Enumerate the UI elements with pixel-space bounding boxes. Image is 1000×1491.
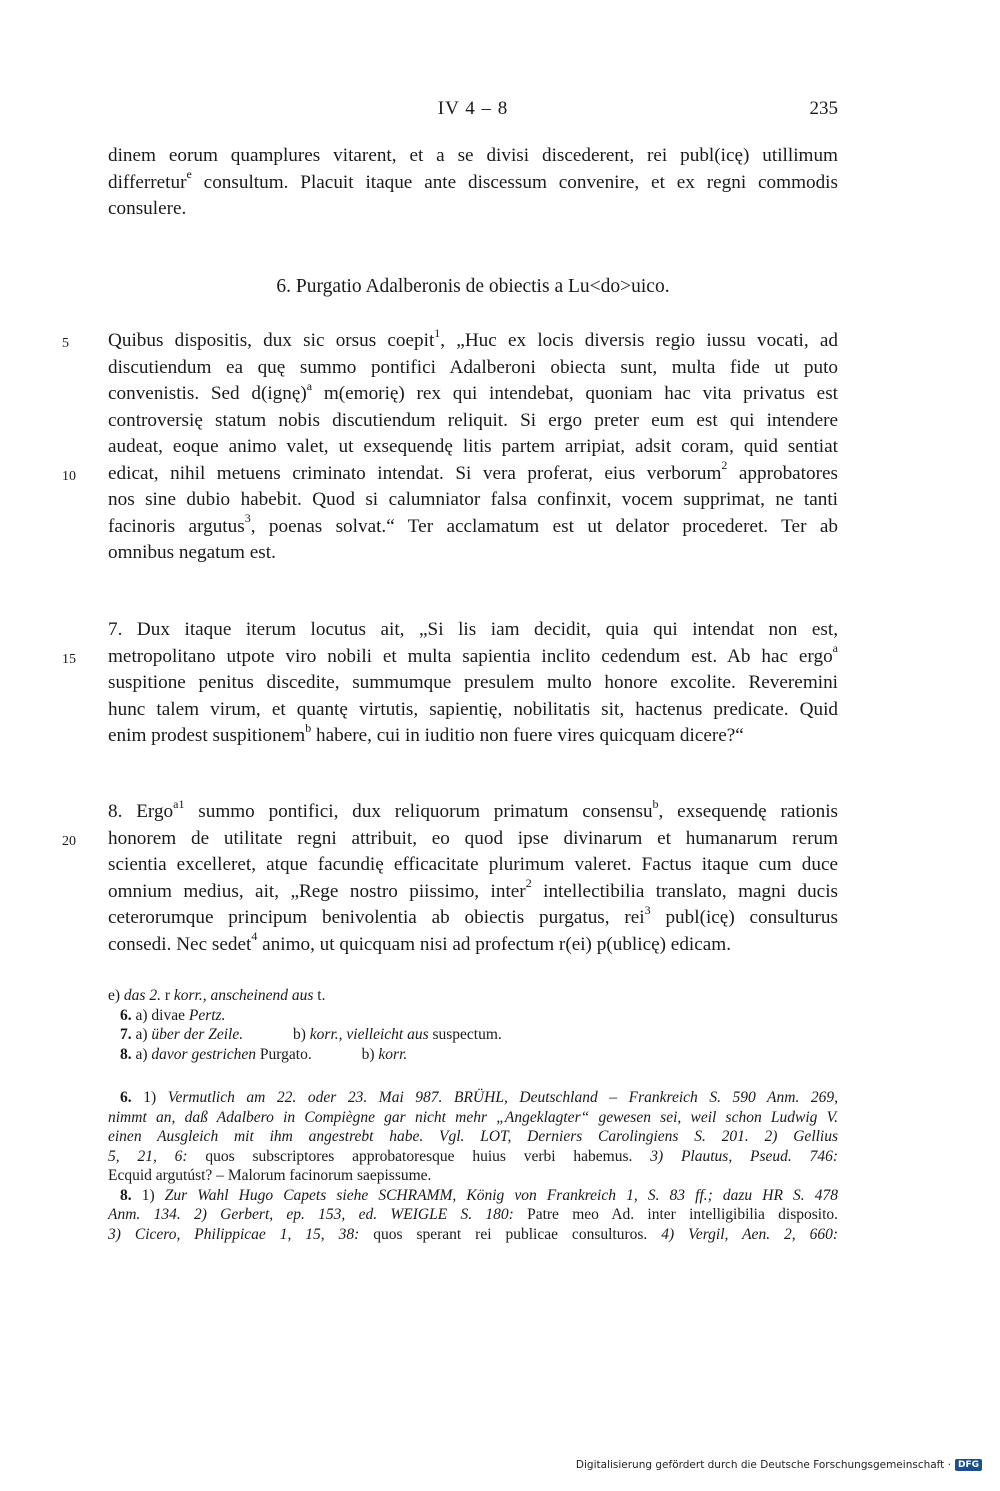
footnote-marker: 2	[721, 458, 728, 473]
footnote-marker: 1	[434, 325, 441, 340]
source-note-8-line-2	[108, 1205, 838, 1225]
note-text: einen Ausgleich mit ihm angestrebt habe. Vgl. LOT, Derniers Carolingiens S. 201.	[108, 1128, 749, 1145]
footnote-marker: 4	[251, 929, 258, 944]
note-text: korr.	[378, 1045, 408, 1063]
running-header	[108, 98, 838, 126]
line-number: 10	[62, 468, 76, 484]
source-note-6-line-1	[108, 1088, 838, 1108]
footnote-marker: a1	[173, 796, 185, 811]
text-line: consedi. Nec sedet$^4$ animo, ut quicquam nisi ad profectum r(ei) p(ublicę) edicam.	[108, 929, 731, 955]
note-label: e)	[108, 987, 121, 1004]
note-text: quos sperant rei publicae consulturos.	[373, 1225, 648, 1243]
note-7	[108, 1025, 838, 1045]
textual-apparatus	[108, 986, 838, 1064]
note-number: 8.	[120, 1045, 132, 1063]
footnote-marker: 3	[644, 902, 651, 917]
note-text: a) divae	[135, 1006, 185, 1024]
note-text: r	[164, 987, 171, 1004]
text-line: 5 Quibus dispositis, dux sic orsus coepit$^1$, „Huc ex locis diversis regio iussu vocati, ad	[108, 328, 838, 355]
note-text: nimmt an, daß Adalbero in Compiègne gar nicht mehr „Angeklagter“ gewesen sei, weil schon Ludwig V.	[108, 1108, 838, 1126]
text-line: enim prodest suspitionem$^b$ habere, cui in iuditio non fuere vires quicquam dicere?“	[108, 720, 744, 746]
note-text: 2) Gerbert, ep. 153, ed. WEIGLE S. 180:	[193, 1206, 514, 1223]
note-number: 8.	[120, 1186, 132, 1204]
note-text: korr., anscheinend aus	[173, 987, 314, 1004]
note-text: 4) Vergil, Aen. 2, 660:	[661, 1225, 839, 1243]
dfg-logo: DFG	[955, 1459, 982, 1471]
text-line: nos sine dubio habebit. Quod si calumniator falsa confinxit, vocem supprimat, ne tanti	[108, 489, 838, 510]
note-text: a)	[135, 1026, 148, 1043]
line-number: 15	[62, 651, 76, 667]
line-number: 20	[62, 833, 76, 849]
text-line: dinem eorum quamplures vitarent, et a se divisi discederent, rei publ(icę) utillimum	[108, 145, 838, 166]
source-note-8-line-3	[108, 1225, 838, 1245]
footnote-marker: a	[832, 641, 838, 656]
text-line: consulere.	[108, 198, 187, 219]
note-8	[108, 1045, 838, 1065]
source-note-6-line-5	[108, 1166, 838, 1186]
note-text: 1)	[141, 1186, 155, 1204]
note-number: 7.	[120, 1026, 132, 1043]
text-line: differretur$^e$ consultum. Placuit itaque ante discessum convenire, et ex regni commodis	[108, 167, 838, 193]
note-text: 3) Plautus, Pseud. 746:	[650, 1147, 839, 1165]
note-text: quos subscriptores approbatoresque huius verbi habemus.	[205, 1147, 633, 1165]
note-text: Ecquid argutúst? – Malorum facinorum saepissume.	[108, 1167, 432, 1184]
source-note-8-line-1	[108, 1186, 838, 1206]
note-text: b)	[361, 1045, 375, 1063]
source-note-6-line-4	[108, 1147, 838, 1167]
footnote-marker: b	[305, 720, 312, 735]
source-note-6-line-3	[108, 1127, 838, 1147]
note-text: suspectum.	[432, 1026, 502, 1043]
note-text: Purgato.	[259, 1045, 312, 1063]
note-text: 5, 21, 6:	[108, 1147, 188, 1165]
text-line: discutiendum ea quę summo pontifici Adalberoni obiecta sunt, multa fide ut puto	[108, 356, 838, 378]
note-number: 6.	[120, 1006, 132, 1024]
source-note-6-line-2	[108, 1108, 838, 1128]
note-text: davor gestrichen	[151, 1045, 257, 1063]
text-line: omnium medius, ait, „Rege nostro piissimo, inter$^2$ intellectibilia translato, magni ducis	[108, 876, 838, 902]
funding-notice: Digitalisierung gefördert durch die Deutsche Forschungsgemeinschaft ·	[575, 1459, 951, 1471]
text-line: suspitione penitus discedite, summumque presulem multo honore excolite. Reveremini	[108, 672, 838, 693]
note-text: Anm. 134.	[108, 1206, 181, 1223]
note-text: über der Zeile.	[151, 1026, 244, 1043]
text-line: hunc talem virum, et quantę virtutis, sapientię, nobilitatis sit, hactenus predicate. Quid	[108, 698, 838, 720]
text-line: facinoris argutus$^3$, poenas solvat.“ Ter acclamatum est ut delator procederet. Ter ab	[108, 511, 838, 537]
note-number: 6.	[120, 1089, 132, 1106]
note-text: Zur Wahl Hugo Capets siehe SCHRAMM,	[164, 1186, 457, 1204]
footnote-marker: e	[186, 167, 192, 182]
footnote-marker: 2	[525, 876, 532, 891]
footnote-marker: b	[652, 796, 659, 811]
footnote-marker: 3	[244, 511, 251, 526]
note-6	[108, 1006, 838, 1026]
note-text: korr., vielleicht aus	[309, 1026, 429, 1043]
text-line: 8. Ergo$^{a1}$ summo pontifici, dux reliquorum primatum consensu$^b$, exsequendę rationis	[108, 796, 838, 822]
chapter-6-paragraph	[62, 325, 838, 567]
note-text: 1)	[143, 1089, 157, 1106]
page-number: 235	[809, 98, 838, 119]
note-text: Patre meo Ad. inter intelligibilia disposito.	[527, 1206, 839, 1223]
text-line: 7. Dux itaque iterum locutus ait, „Si lis iam decidit, quia qui intendat non est,	[108, 619, 838, 640]
source-apparatus	[108, 1088, 838, 1244]
section-reference: IV 4 – 8	[437, 98, 509, 119]
note-text: 2) Gellius	[764, 1128, 839, 1145]
note-text: König von Frankreich 1, S. 83 ff.; dazu HR S. 478	[466, 1186, 839, 1204]
chapter-7-paragraph	[62, 617, 838, 750]
note-e	[108, 986, 838, 1006]
line-number: 5	[62, 336, 69, 351]
note-text: 3) Cicero, Philippicae 1, 15, 38:	[108, 1225, 360, 1243]
note-text: a)	[135, 1045, 148, 1063]
note-text: das 2.	[123, 987, 161, 1004]
note-text: Pertz.	[188, 1006, 226, 1024]
text-line: omnibus negatum est.	[108, 542, 276, 563]
text-line: 20 honorem de utilitate regni attribuit, eo quod ipse divinarum et humanarum rerum	[108, 826, 838, 853]
text-line: 15 metropolitano utpote viro nobili et multa sapientia inclito cedendum est. Ab hac ergo$^a$	[108, 644, 838, 671]
note-text: Vermutlich am 22. oder 23. Mai 987. BRÜHL, Deutschland – Frankreich S. 590 Anm. 269,	[167, 1089, 839, 1106]
text-line: ceterorumque principum benivolentia ab obiectis purgatus, rei$^3$ publ(icę) consulturus	[108, 902, 838, 928]
chapter-heading: 6. Purgatio Adalberonis de obiectis a Lu<do>uico.	[276, 276, 670, 297]
note-text: t.	[317, 987, 326, 1004]
text-line: convenistis. Sed d(ignę)$^a$ m(emorię) rex qui intendebat, quoniam hac vita privatus est	[108, 378, 838, 404]
note-text: b)	[293, 1026, 306, 1043]
footnote-marker: a	[306, 378, 313, 393]
text-line: controversię statum nobis discutiendum reliquit. Si ergo preter eum est qui intendere	[108, 409, 838, 431]
text-line: audeat, eoque animo valet, ut exsequendę litis partem arripiat, adsit coram, quid sentiat	[108, 436, 838, 457]
text-line: scientia excelleret, atque facundię efficacitate plurimum valeret. Factus itaque cum duce	[108, 854, 838, 875]
funding-footer	[576, 1459, 982, 1471]
text-line: 10 edicat, nihil metuens criminato intendat. Si vera proferat, eius verborum$^2$ approbatores	[108, 461, 838, 488]
chapter-8-paragraph	[62, 796, 838, 958]
intro-paragraph	[108, 143, 838, 223]
